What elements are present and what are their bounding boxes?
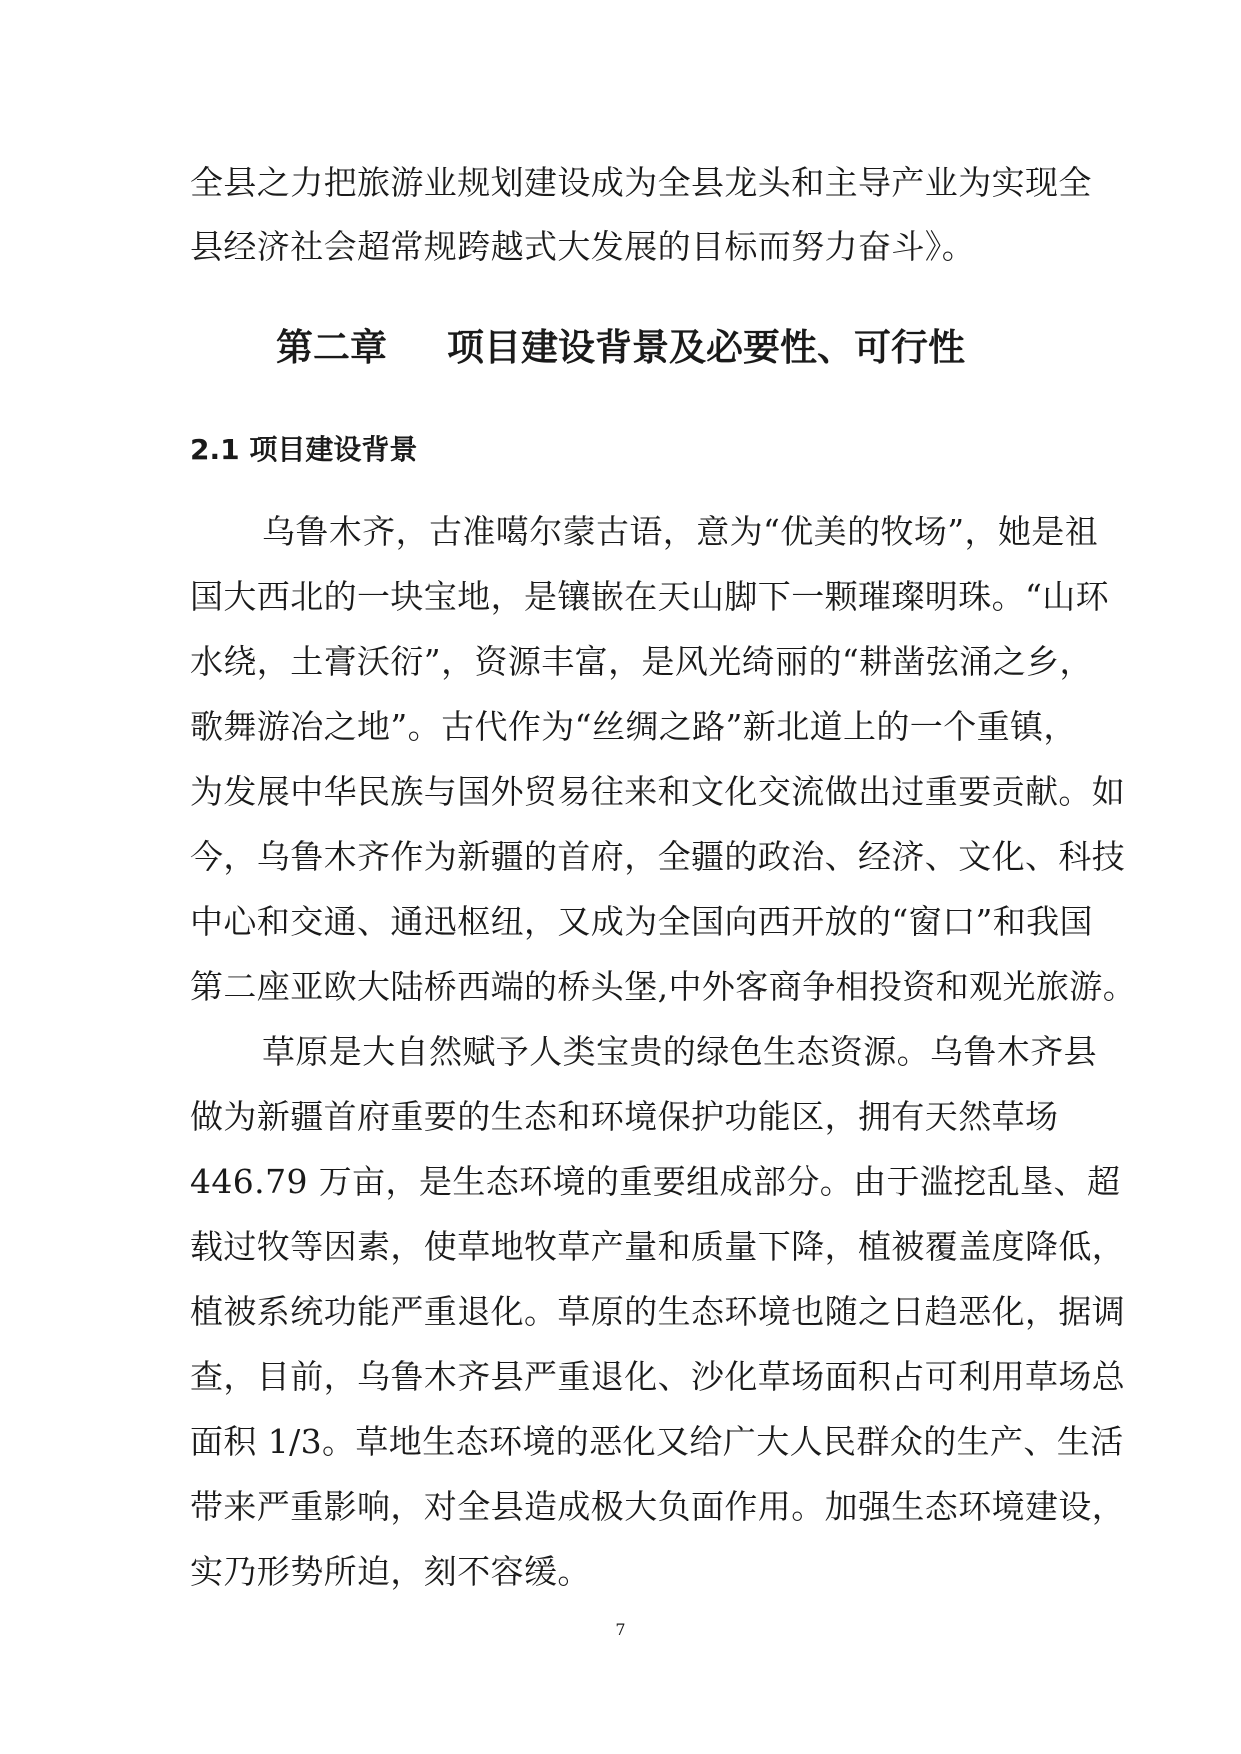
paragraph2-line-2: 做为新疆首府重要的生态和环境保护功能区，拥有天然草场 bbox=[190, 1097, 1059, 1136]
paragraph1-line-8: 第二座亚欧大陆桥西端的桥头堡,中外客商争相投资和观光旅游。 bbox=[190, 967, 1137, 1006]
paragraph1-line-1: 乌鲁木齐，古准噶尔蒙古语，意为“优美的牧场”，她是祖 bbox=[262, 512, 1099, 551]
paragraph2-line-9: 实乃形势所迫，刻不容缓。 bbox=[190, 1552, 591, 1591]
intro-line-1: 全县之力把旅游业规划建设成为全县龙头和主导产业为实现全 bbox=[190, 163, 1092, 202]
paragraph1-line-6: 今，乌鲁木齐作为新疆的首府，全疆的政治、经济、文化、科技 bbox=[190, 837, 1126, 876]
chapter-title: 项目建设背景及必要性、可行性 bbox=[447, 326, 965, 369]
paragraph1-line-2: 国大西北的一块宝地，是镶嵌在天山脚下一颗璀璨明珠。“山环 bbox=[190, 577, 1110, 616]
paragraph1-line-3: 水绕，土膏沃衍”，资源丰富，是风光绮丽的“耕凿弦涌之乡， bbox=[190, 642, 1093, 681]
paragraph1-line-5: 为发展中华民族与国外贸易往来和文化交流做出过重要贡献。如 bbox=[190, 772, 1126, 811]
chapter-heading bbox=[0, 325, 1241, 371]
paragraph1-line-4: 歌舞游冶之地”。古代作为“丝绸之路”新北道上的一个重镇， bbox=[190, 707, 1077, 746]
paragraph2-line-6: 查，目前，乌鲁木齐县严重退化、沙化草场面积占可利用草场总 bbox=[190, 1357, 1126, 1396]
section-title: 项目建设背景 bbox=[249, 433, 418, 466]
section-heading bbox=[190, 432, 417, 468]
paragraph2-line-8: 带来严重影响，对全县造成极大负面作用。加强生态环境建设， bbox=[190, 1487, 1126, 1526]
chapter-number: 第二章 bbox=[276, 326, 387, 369]
paragraph2-line-5: 植被系统功能严重退化。草原的生态环境也随之日趋恶化，据调 bbox=[190, 1292, 1126, 1331]
paragraph2-line-3: 446.79 万亩，是生态环境的重要组成部分。由于滥挖乱垦、超 bbox=[190, 1162, 1121, 1201]
section-number: 2.1 bbox=[190, 433, 240, 466]
paragraph2-line-7: 面积 1/3。草地生态环境的恶化又给广大人民群众的生产、生活 bbox=[190, 1422, 1124, 1461]
paragraph2-line-1: 草原是大自然赋予人类宝贵的绿色生态资源。乌鲁木齐县 bbox=[262, 1032, 1097, 1071]
paragraph2-line-4: 载过牧等因素，使草地牧草产量和质量下降，植被覆盖度降低， bbox=[190, 1227, 1126, 1266]
intro-line-2: 县经济社会超常规跨越式大发展的目标而努力奋斗》。 bbox=[190, 227, 976, 266]
paragraph1-line-7: 中心和交通、通迅枢纽，又成为全国向西开放的“窗口”和我国 bbox=[190, 902, 1093, 941]
page-number: 7 bbox=[615, 1620, 626, 1639]
